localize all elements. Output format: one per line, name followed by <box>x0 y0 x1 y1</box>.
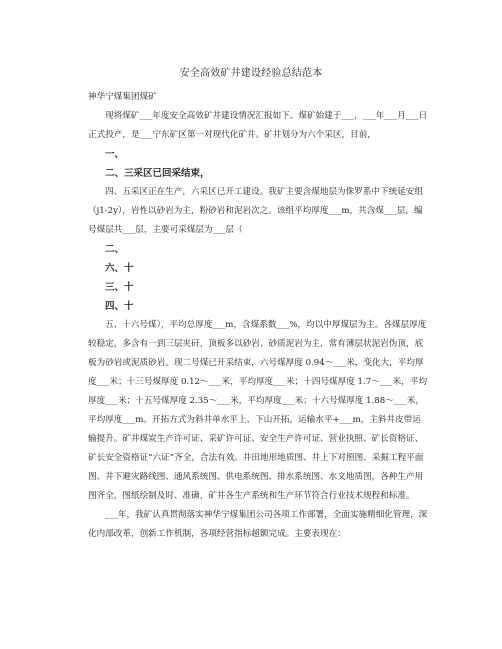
section-heading-4: 六、十 <box>105 263 134 274</box>
section-heading-6: 四、十 <box>105 301 134 312</box>
salutation: 神华宁煤集团煤矿 <box>88 92 157 102</box>
section-heading-5: 三、十 <box>105 282 134 293</box>
section-heading-3: 二、 <box>105 244 125 255</box>
seam-details-paragraph: 五、十六号煤），平均总厚度___m，含煤系数___%，均以中厚煤层为主。各煤层厚度较稳定，多含有一到三层夹矸，顶板多以砂岩、砂质泥岩为主，常有薄层状泥岩伪顶，底板为砂岩或泥质砂岩。现二号煤已开采结束，六号煤厚度 0.94～___米，变化大，平均厚度___米；十三号煤厚度 0.12～___米，平均厚度___米；十四号煤厚度 1.7～___米，平均厚度___米；十五号煤厚度 2.35～___米，平均厚度___米；十六号煤厚度 1.88～___米，平均厚度___m。开拓方式为斜井单水平上、下山开拓，运输水平+___m，主斜井皮带运输提升。矿井煤炭生产许可证、采矿许可证、安全生产许可证、营业执照、矿长资格证、矿长安全资格证“六证”齐全，合法有效。井田地形地质图、井上下对照图、采掘工程平面图、井下避灾路线图、通风系统图、供电系统图、排水系统图、水文地质图，各种生产用图齐全，图纸绘制及时、准确，矿井各生产系统和生产环节符合行业技术规程和标准。 <box>88 320 428 501</box>
summary-paragraph: ___年，我矿认真贯彻落实神华宁煤集团公司各项工作部署，全面实施精细化管理，深化内部改革，创新工作机制，各项经营指标超额完成。主要表现在： <box>88 510 428 539</box>
section-heading-2: 二、三采区已回采结束， <box>105 168 210 179</box>
geology-paragraph: 四、五采区正在生产，六采区已开工建设。我矿主要含煤地层为侏罗系中下统延安组（j1-2y），岩性以砂岩为主，粉砂岩和泥岩次之。该组平均厚度___m，共含煤___层，编号煤层共___层，主要可采煤层为___层（ <box>88 187 423 235</box>
document-title: 安全高效矿井建设经验总结范本 <box>179 68 323 79</box>
document-body <box>88 88 428 544</box>
intro-paragraph: 现将煤矿___年度安全高效矿井建设情况汇报如下。煤矿始建于___，___年___月___日正式投产，是___宁东矿区第一对现代化矿井。矿井划分为六个采区，目前， <box>88 111 428 140</box>
section-heading-1: 一、 <box>105 149 125 160</box>
